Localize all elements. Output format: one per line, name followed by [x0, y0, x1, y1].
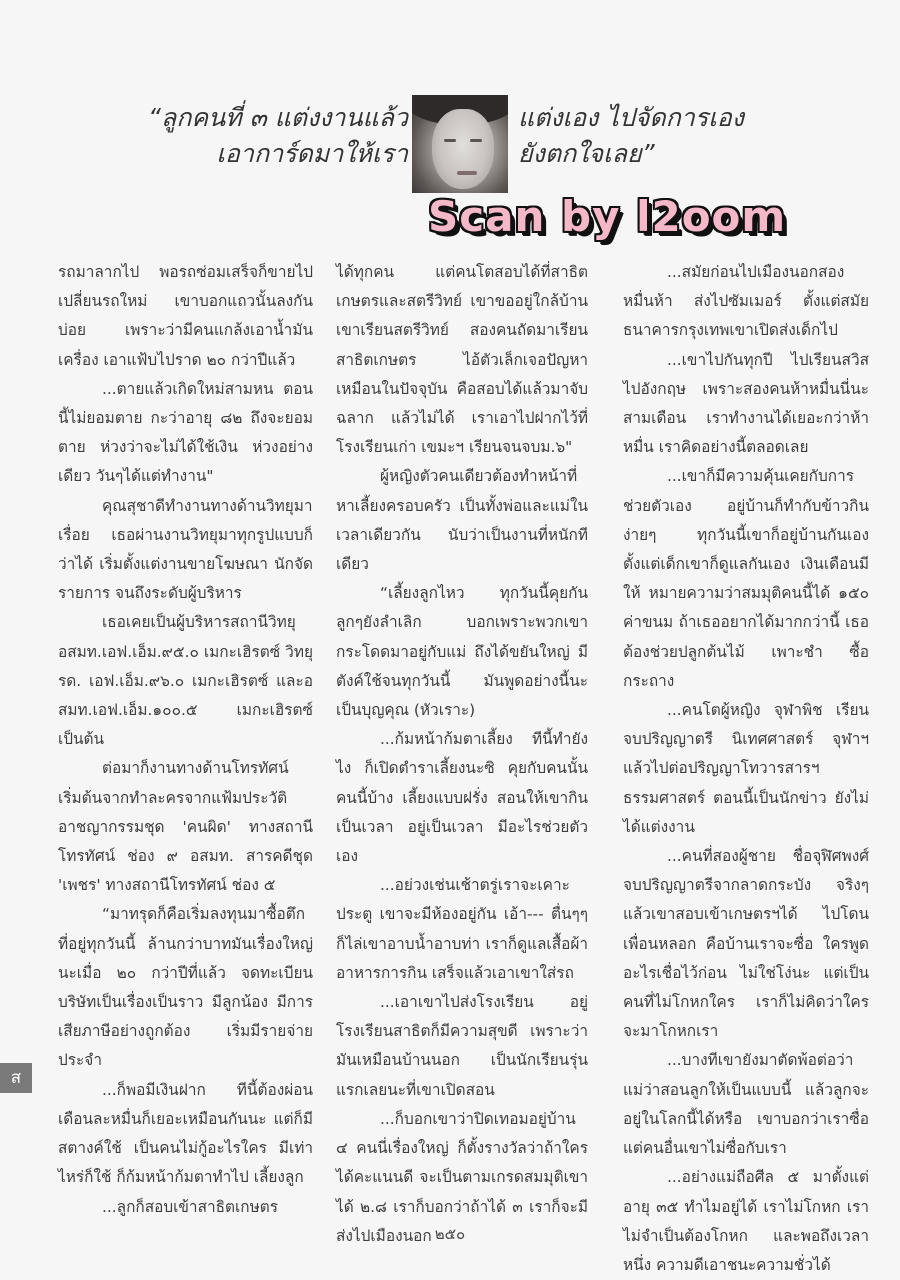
paragraph: “เลี้ยงลูกไหว ทุกวันนี้คุยกัน ลูกๆยังลำเลิก บอกเพราะพวกเขากระโดดมาอยู่กับแม่ ถึงได้ขยันใหญ่ มีตังค์ใช้จนทุกวันนี้ มันพูดอย่างนี้นะ เป็นบุญคุณ (หัวเราะ) [336, 584, 588, 720]
paragraph: ...อย่วงเช่นเช้าตรู่เราจะเคาะประตู เขาจะมีห้องอยู่กัน เอ้า--- ตื่นๆๆ ก็ไล่เขาอาบน้ำอาบท่า เราก็ดูแลเสื้อผ้า อาหารการกิน เสร็จแล้วเอาเขาใส่รถ [336, 876, 588, 982]
paragraph: คุณสุชาดีทำงานทางด้านวิทยุมาเรื่อย เธอผ่านงานวิทยุมาทุกรูปแบบก็ว่าได้ เริ่มตั้งแต่งานขายโฆษณา นักจัดรายการ จนถึงระดับผู้บริหาร [58, 496, 313, 603]
text-column-3 [623, 258, 869, 1280]
paragraph: ...ก้มหน้าก้มตาเลี้ยง ทีนี้ทำยังไง ก็เปิดตำราเลี้ยงนะซิ คุยกับคนนั้นคนนี้บ้าง เลี้ยงแบบฝรั่ง สอนให้เขากินเป็นเวลา อยู่เป็นเวลา มีอะไรช่วยตัวเอง [336, 730, 588, 866]
paragraph: ...เขาไปกันทุกปี ไปเรียนสวิส ไปอังกฤษ เพราะสองคนห้าหมื่นนี่นะสามเดือน เราทำงานได้เยอะกว่าห้าหมื่น เราคิดอย่างนี้ตลอดเลย [623, 350, 869, 457]
paragraph: ...อย่างแม่ถือศีล ๕ มาตั้งแต่อายุ ๓๕ ทำไมอยู่ได้ เราไม่โกหก เราไม่จำเป็นต้องโกหก และพอถึงเวลาหนึ่ง ความดีเอาชนะความชั่วได้ [623, 1168, 869, 1274]
pull-quote-line: ยังตกใจเลย” [518, 139, 655, 168]
pull-quote-line: เอาการ์ดมาให้เรา [216, 139, 408, 168]
paragraph: ...คนที่สองผู้ชาย ชื่อจุฬิศพงศ์ จบปริญญาตรีจากลาดกระบัง จริงๆแล้วเขาสอบเข้าเกษตรฯได้ ไปโดนเพื่อนหลอก คือบ้านเราจะซื่อ ใครพูดอะไรเชื่อไว้ก่อน ไม่ใช่โง่นะ แต่เป็นคนที่ไม่โกหกใคร เราก็ไม่คิดว่าใครจะมาโกหกเรา [623, 847, 869, 1041]
paragraph: ...บางทีเขายังมาตัดพ้อต่อว่าแม่ว่าสอนลูกให้เป็นแบบนี้ แล้วลูกจะอยู่ในโลกนี้ได้หรือ เขาบอกว่าเราซื่อ แต่คนอื่นเขาไม่ซื่อกับเรา [623, 1051, 869, 1158]
page-number: ๒๕๐ [434, 1225, 466, 1243]
paragraph: “มาทรุดก็คือเริ่มลงทุนมาซื้อตึกที่อยู่ทุกวันนี้ ล้านกว่าบาทมันเรื่องใหญ่นะเมื่อ ๒๐ กว่าปีที่แล้ว จดทะเบียนบริษัทเป็นเรื่องเป็นราว มีลูกน้อง มีการเสียภาษีอย่างถูกต้อง เริ่มมีรายจ่ายประจำ [58, 905, 313, 1070]
pull-quote-left [148, 100, 408, 172]
paragraph: ต่อมาก็งานทางด้านโทรทัศน์ เริ่มต้นจากทำละครจากแฟ้มประวัติอาชญากรรมชุด 'คนผิด' ทางสถานีโทรทัศน์ ช่อง ๙ อสมท. สารคดีชุด 'เพชร' ทางสถานีโทรทัศน์ ช่อง ๕ [58, 759, 313, 895]
paragraph: ...ลูกก็สอบเข้าสาธิตเกษตร [102, 1197, 278, 1216]
text-column-2 [336, 258, 588, 1251]
paragraph: ...ก็พอมีเงินฝาก ทีนี้ต้องผ่อนเดือนละหมื่นก็เยอะเหมือนกันนะ แต่ก็มีสตางค์ใช้ เป็นคนไม่กู้อะไรใคร มีเท่าไหร่ก็ใช้ ก็ก้มหน้าก้มตาทำไป เลี้ยงลูก [58, 1080, 313, 1187]
text-column-1 [58, 258, 313, 1222]
paragraph: ได้ทุกคน แต่คนโตสอบได้ที่สาธิตเกษตรและสตรีวิทย์ เขาขออยู่ใกล้บ้าน เขาเรียนสตรีวิทย์ สองคนถัดมาเรียนสาธิตเกษตร ไอ้ตัวเล็กเจอปัญหาเหมือนในปัจจุบัน คือสอบได้แล้วมาจับฉลาก แล้วไม่ได้ เราเอาไปฝากไว้ที่โรงเรียนเก่า เขมะฯ เรียนจนจบม.๖" [336, 263, 588, 457]
paragraph: ...ตายแล้วเกิดใหม่สามหน ตอนนี้ไม่ยอมตาย กะว่าอายุ ๘๒ ถึงจะยอมตาย ห่วงว่าจะไม่ได้ใช้เงิน ห่วงอย่างเดียว วันๆได้แต่ทำงาน" [58, 379, 313, 486]
paragraph: ...เอาเขาไปส่งโรงเรียน อยู่โรงเรียนสาธิตก็มีความสุขดี เพราะว่ามันเหมือนบ้านนอก เป็นนักเรียนรุ่นแรกเลยนะที่เขาเปิดสอน [336, 993, 588, 1099]
pull-quote-right [518, 100, 744, 172]
section-tab: ส [0, 1063, 32, 1093]
scan-watermark: Scan by l2oom [428, 192, 787, 241]
paragraph: ผู้หญิงตัวคนเดียวต้องทำหน้าที่หาเลี้ยงครอบครัว เป็นทั้งพ่อและแม่ในเวลาเดียวกัน นับว่าเป็นงานที่หนักทีเดียว [336, 467, 588, 574]
paragraph: รถมาลากไป พอรถซ่อมเสร็จก็ขายไป เปลี่ยนรถใหม่ เขาบอกแถวนั้นลงกันบ่อย เพราะว่ามีคนแกล้งเอาน้ำมันเครื่อง เอาแฟ้บไปราด ๒๐ กว่าปีแล้ว [58, 263, 313, 369]
paragraph: ...คนโตผู้หญิง จุฬาพิช เรียนจบปริญญาตรี นิเทศศาสตร์ จุฬาฯ แล้วไปต่อปริญญาโทวารสารฯ ธรรมศาสตร์ ตอนนี้เป็นนักข่าว ยังไม่ได้แต่งงาน [623, 701, 869, 836]
paragraph: ...สมัยก่อนไปเมืองนอกสองหมื่นห้า ส่งไปซัมเมอร์ ตั้งแต่สมัยธนาคารกรุงเทพเขาเปิดส่งเด็กไป [623, 263, 869, 340]
pull-quote-line: แต่งเอง ไปจัดการเอง [518, 103, 744, 132]
portrait-photo [412, 95, 508, 193]
paragraph: เธอเคยเป็นผู้บริหารสถานีวิทยุ อสมท.เอฟ.เอ็ม.๙๕.๐ เมกะเฮิรตซ์ วิทยุรด. เอฟ.เอ็ม.๙๖.๐ เมกะเฮิรตซ์ และอสมท.เอฟ.เอ็ม.๑๐๐.๕ เมกะเฮิรตซ์ เป็นต้น [58, 613, 313, 749]
pull-quote-line: “ลูกคนที่ ๓ แต่งงานแล้ว [147, 103, 408, 132]
paragraph: ...ก็บอกเขาว่าปิดเทอมอยู่บ้าน ๔ คนนี่เรื่องใหญ่ ก็ตั้งรางวัลว่าถ้าใครได้คะแนนดี จะเป็นตามเกรดสมมุติเขาได้ ๒.๘ เราก็บอกว่าถ้าได้ ๓ เราก็จะมีส่งไปเมืองนอก [336, 1109, 588, 1245]
paragraph: ...เขาก็มีความคุ้นเคยกับการช่วยตัวเอง อยู่บ้านก็ทำกับข้าวกินง่ายๆ ทุกวันนี้เขาก็อยู่บ้านกันเอง ตั้งแต่เด็กเขาก็ดูแลกันเอง เงินเดือนมีให้ หมายความว่าสมมุติคนนี้ได้ ๑๕๐ ค่าขนม ถ้าเธออยากได้มากกว่านี้ เธอต้องช่วยปลูกต้นไม้ เพาะชำ ซื้อกระถาง [623, 467, 869, 690]
